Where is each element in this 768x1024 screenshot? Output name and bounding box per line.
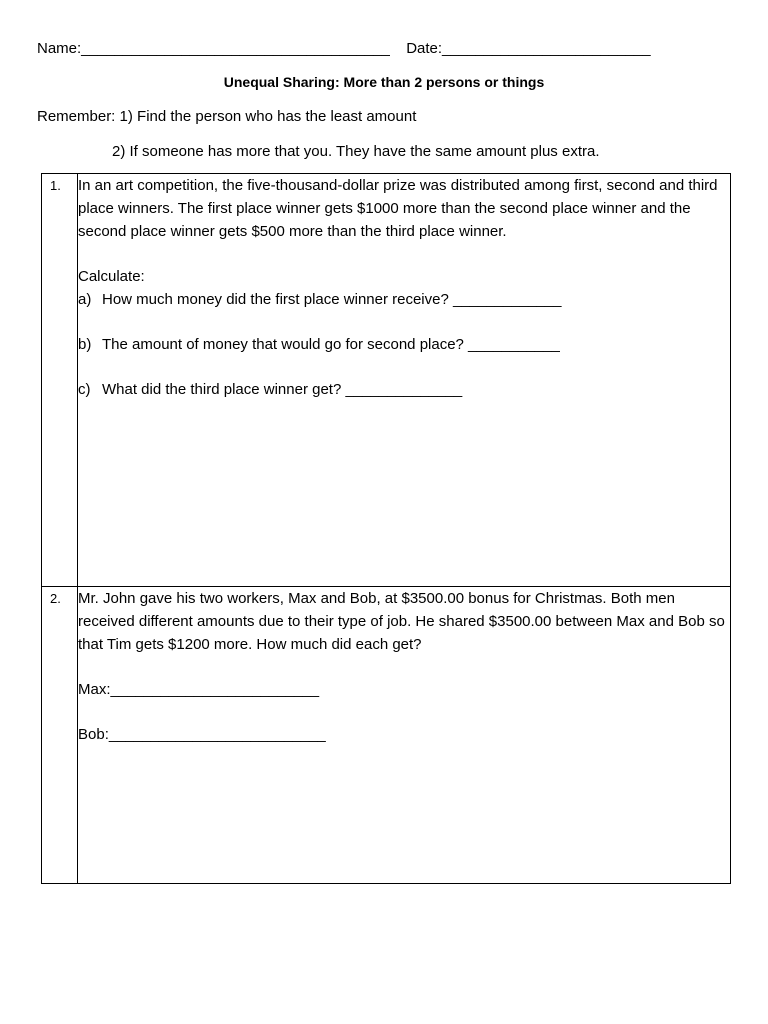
date-field[interactable]: Date:_________________________ <box>406 40 651 57</box>
remember-rule-2: 2) If someone has more that you. They have the same amount plus extra. <box>112 143 600 160</box>
name-date-line <box>37 40 651 57</box>
question-letter: b) <box>78 336 92 353</box>
question-b <box>78 333 730 356</box>
problem-row-1 <box>42 174 731 587</box>
problem-number: 1. <box>50 178 61 193</box>
problem-number-cell <box>42 587 78 884</box>
problems-table <box>41 173 731 884</box>
problem-number-cell <box>42 174 78 587</box>
question-text: How much money did the first place winner receive? _____________ <box>102 291 562 308</box>
question-a <box>78 288 730 311</box>
problem-text: Mr. John gave his two workers, Max and Bob, at $3500.00 bonus for Christmas. Both men received different amounts due to their type of job. He shared $3500.00 between Max and Bob so that Tim gets $1200 more. How much did each get? <box>78 590 725 653</box>
problem-row-2 <box>42 587 731 884</box>
remember-rule-1: Remember: 1) Find the person who has the least amount <box>37 108 417 125</box>
problem-number: 2. <box>50 591 61 606</box>
answer-max[interactable]: Max:_________________________ <box>78 681 320 698</box>
question-letter: c) <box>78 381 91 398</box>
worksheet-title: Unequal Sharing: More than 2 persons or things <box>223 74 545 90</box>
calculate-label: Calculate: <box>78 268 145 285</box>
problem-text: In an art competition, the five-thousand-dollar prize was distributed among first, second and third place winners. The first place winner gets $1000 more than the second place winner and the second place winner gets $500 more than the third place winner. <box>78 177 718 240</box>
problem-body-2 <box>78 587 731 884</box>
question-c <box>78 378 730 401</box>
question-letter: a) <box>78 291 92 308</box>
question-text: The amount of money that would go for second place? ___________ <box>102 336 560 353</box>
problem-body-1 <box>78 174 731 587</box>
name-field[interactable]: Name:_____________________________________ <box>37 40 390 57</box>
answer-bob[interactable]: Bob:__________________________ <box>78 726 326 743</box>
question-text: What did the third place winner get? ______________ <box>102 381 463 398</box>
